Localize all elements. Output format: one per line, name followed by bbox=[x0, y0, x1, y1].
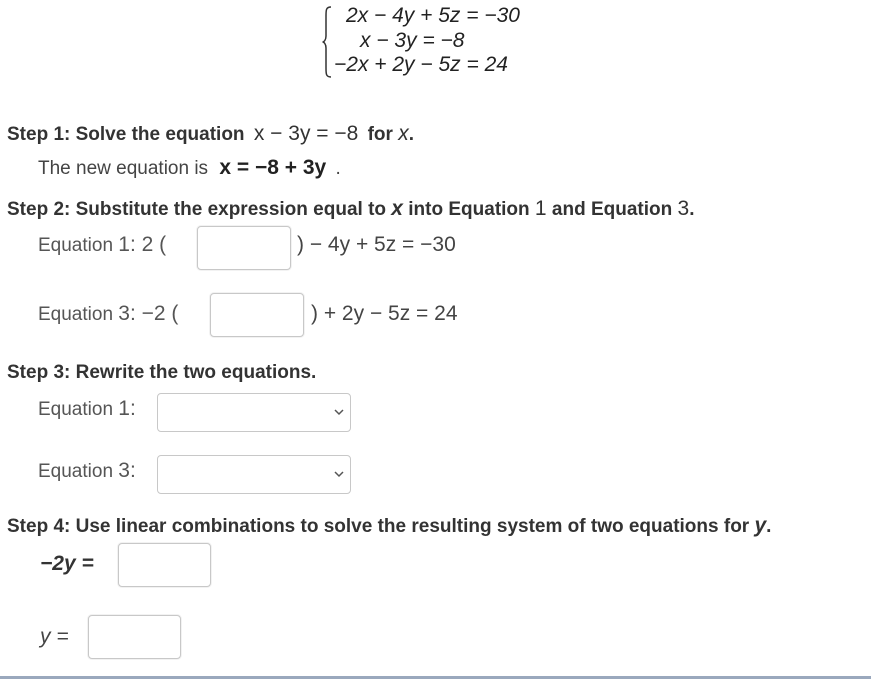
step3-eq1-label: Equation 1: bbox=[38, 397, 136, 420]
step4-y-input[interactable] bbox=[88, 615, 181, 659]
step2-eq1-rest: ) − 4y + 5z = −30 bbox=[297, 233, 456, 256]
system-equation-1: 2x − 4y + 5z = −30 bbox=[346, 4, 520, 27]
step4-heading: Step 4: Use linear combinations to solve the resulting system of two equations for y. bbox=[7, 514, 772, 537]
step3-eq1-dropdown[interactable] bbox=[157, 393, 351, 432]
step2-eq3-rest: ) + 2y − 5z = 24 bbox=[311, 302, 458, 325]
step1-heading: Step 1: Solve the equation x − 3y = −8 for x. bbox=[7, 122, 414, 145]
step2-eq1-input[interactable] bbox=[197, 226, 291, 270]
step4-neg2y-input[interactable] bbox=[118, 543, 211, 587]
step2-eq1-label: Equation 1: 2 ( bbox=[38, 233, 167, 256]
step3-eq3-label: Equation 3: bbox=[38, 459, 136, 482]
chevron-down-icon bbox=[334, 408, 344, 416]
step3-eq3-dropdown[interactable] bbox=[157, 455, 351, 494]
system-brace bbox=[322, 6, 332, 78]
bottom-divider bbox=[0, 676, 871, 679]
step1-result: The new equation is x = −8 + 3y . bbox=[38, 156, 341, 179]
step4-line1-label: −2y = bbox=[40, 552, 94, 575]
step3-heading: Step 3: Rewrite the two equations. bbox=[7, 362, 317, 383]
step1-result-equation: x = −8 + 3y bbox=[219, 156, 327, 179]
step4-line2-label: y = bbox=[40, 625, 69, 648]
system-equation-2: x − 3y = −8 bbox=[360, 29, 465, 52]
step2-heading: Step 2: Substitute the expression equal to x into Equation 1 and Equation 3. bbox=[7, 197, 695, 220]
step2-eq3-label: Equation 3: −2 ( bbox=[38, 302, 179, 325]
system-equation-3: −2x + 2y − 5z = 24 bbox=[334, 53, 508, 76]
chevron-down-icon bbox=[334, 470, 344, 478]
step2-eq3-input[interactable] bbox=[210, 293, 304, 337]
